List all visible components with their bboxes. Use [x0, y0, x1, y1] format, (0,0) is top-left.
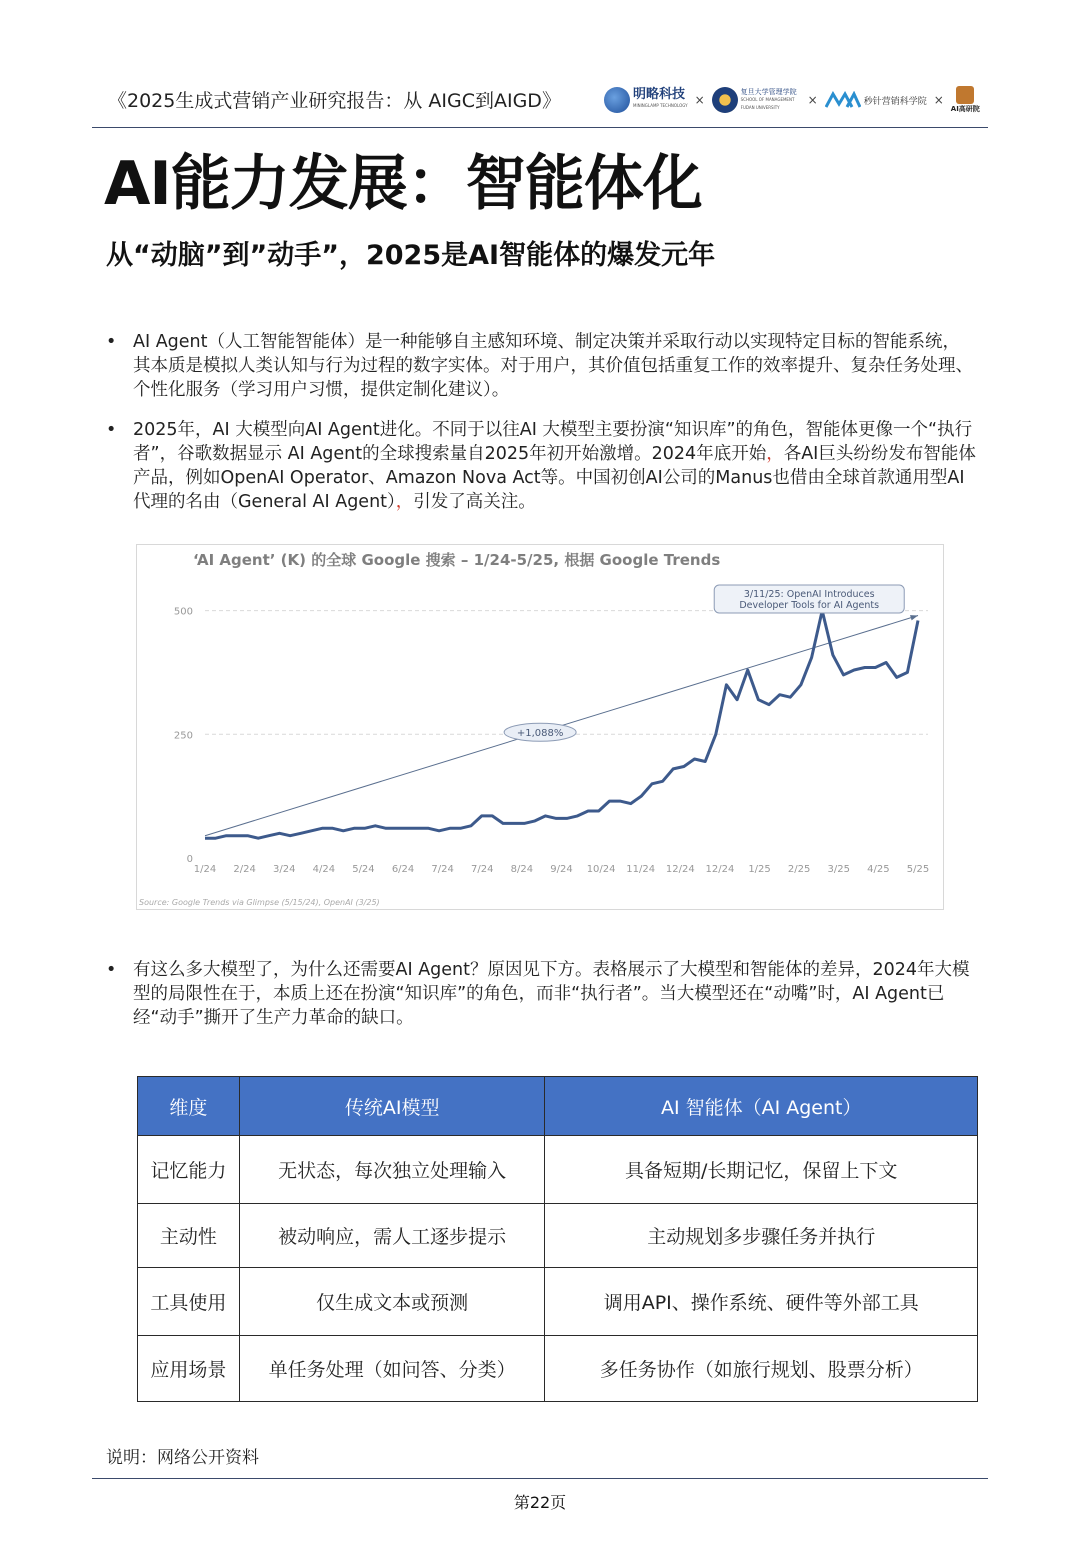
x-tick-label: 5/24 [352, 864, 375, 875]
report-title: 《2025生成式营销产业研究报告：从 AIGC到AIGD》 [108, 90, 561, 112]
x-tick-label: 1/24 [193, 864, 217, 875]
table-cell: 工具使用 [138, 1268, 240, 1336]
table-cell: 主动规划多步骤任务并执行 [545, 1204, 978, 1268]
logo-fudan-sub: SCHOOL OF MANAGEMENT FUDAN UNIVERSITY [740, 97, 795, 110]
x-tick-label: 4/25 [867, 864, 890, 875]
x-tick-label: 3/24 [272, 864, 296, 875]
x-tick-label: 1/25 [748, 864, 771, 875]
logo-ai-institute [951, 86, 980, 114]
table-row [138, 1136, 978, 1204]
table-header-cell: AI 智能体（AI Agent） [545, 1077, 978, 1136]
table-row [138, 1268, 978, 1336]
x-tick-label: 12/24 [665, 864, 695, 875]
table-cell: 具备短期/长期记忆，保留上下文 [545, 1136, 978, 1204]
bullet-text: AI Agent（人工智能智能体）是一种能够自主感知环境、制定决策并采取行动以实现特定目标的智能系统，其本质是模拟人类认知与行为过程的数字实体。对于用户，其价值包括重复工作的效率提升、复杂任务处理、个性化服务（学习用户习惯，提供定制化建议）。 [133, 332, 973, 400]
chart-title: ‘AI Agent’ (K) 的全球 Google 搜索 – 1/24-5/25, 根据 Google Trends [193, 551, 721, 569]
table-cell: 调用API、操作系统、硬件等外部工具 [545, 1268, 978, 1336]
search-volume-line [205, 611, 918, 839]
x-tick-label: 2/24 [233, 864, 256, 875]
table-header-row [138, 1077, 978, 1136]
fudan-seal-icon [712, 87, 738, 113]
google-trends-chart [136, 544, 944, 910]
table-cell: 记忆能力 [138, 1136, 240, 1204]
bullet-text-part: 各AI巨头纷纷发布智能体产品，例如OpenAI Operator、Amazon Nova Act等。中国初创AI公司的Manus也借由全球首款通用型AI代理的名由（General AI Agent） [133, 444, 976, 512]
logo-ai-institute-name: AI高研院 [950, 105, 980, 113]
annotation-line-2: Developer Tools for AI Agents [739, 600, 880, 611]
x-tick-label: 9/24 [550, 864, 573, 875]
bullet-dot: • [106, 960, 117, 980]
table-header-cell: 传统AI模型 [239, 1077, 545, 1136]
logo-separator: × [807, 93, 818, 107]
logo-miaozhen-name: 秒针营销科学院 [863, 96, 927, 107]
table-cell: 多任务协作（如旅行规划、股票分析） [545, 1336, 978, 1402]
logo-separator: × [933, 93, 944, 107]
logo-miaozhen [825, 91, 927, 109]
x-tick-label: 12/24 [705, 864, 735, 875]
y-tick-label: 250 [173, 730, 193, 742]
logo-fudan [712, 87, 801, 113]
partner-logos [604, 82, 980, 118]
x-tick-label: 4/24 [312, 864, 336, 875]
logo-separator: × [694, 93, 705, 107]
table-cell: 主动性 [138, 1204, 240, 1268]
mininglamp-logo-icon [604, 87, 630, 113]
annotation-line-1: 3/11/25: OpenAI Introduces [743, 589, 875, 600]
x-tick-label: 7/24 [471, 864, 494, 875]
source-note: 说明：网络公开资料 [106, 1448, 259, 1468]
ai-institute-logo-icon [956, 86, 974, 104]
y-tick-label: 500 [173, 606, 193, 618]
table-cell: 应用场景 [138, 1336, 240, 1402]
logo-mininglamp [604, 87, 688, 113]
table-cell: 单任务处理（如问答、分类） [239, 1336, 545, 1402]
trend-label: +1,088% [516, 728, 564, 740]
comparison-table [137, 1076, 978, 1402]
header-divider [92, 127, 988, 128]
x-tick-label: 8/24 [510, 864, 534, 875]
table-cell: 无状态，每次独立处理输入 [239, 1136, 545, 1204]
bullet-item-2 [106, 418, 976, 514]
chart-source: Source: Google Trends via Glimpse (5/15/24), OpenAI (3/25) [139, 898, 380, 907]
bullet-text: 有这么多大模型了，为什么还需要AI Agent？原因见下方。表格展示了大模型和智能体的差异，2024年大模型的局限性在于，本质上还在扮演“知识库”的角色，而非“执行者”。当大模型还在“动嘴”时，AI Agent已经“动手”撕开了生产力革命的缺口。 [133, 960, 970, 1028]
x-tick-label: 3/25 [827, 864, 851, 875]
x-tick-label: 10/24 [586, 864, 616, 875]
red-comma: ， [395, 492, 414, 512]
bullet-item-1 [106, 330, 976, 402]
chart-svg [137, 545, 943, 909]
red-comma: ， [766, 444, 784, 464]
table-cell: 仅生成文本或预测 [239, 1268, 545, 1336]
logo-fudan-name: 复旦大学管理学院 [740, 88, 797, 96]
y-tick-label: 0 [186, 854, 193, 865]
bullet-text-part: 引发了高关注。 [413, 492, 536, 512]
page-number: 第22页 [513, 1493, 567, 1512]
page-subtitle: 从“动脑”到”动手”，2025是AI智能体的爆发元年 [106, 240, 716, 271]
table-cell: 被动响应，需人工逐步提示 [239, 1204, 545, 1268]
bullet-text-part: 2025年，AI 大模型向AI Agent进化。不同于以往AI 大模型主要扮演“知识库”的角色，智能体更像一个“执行者”，谷歌数据显示 AI Agent的全球搜索量自2025年初开始激增。2024年底开始 [133, 420, 973, 464]
table-row [138, 1336, 978, 1402]
bullet-dot: • [106, 420, 117, 440]
x-tick-label: 7/24 [431, 864, 454, 875]
page-title: AI能力发展：智能体化 [104, 149, 702, 219]
bullet-dot: • [106, 332, 117, 352]
trend-arrow-icon [910, 615, 918, 620]
x-tick-label: 2/25 [787, 864, 811, 875]
x-tick-label: 11/24 [626, 864, 656, 875]
logo-mininglamp-name: 明略科技 [633, 87, 686, 102]
bullet-text [133, 418, 976, 514]
x-tick-label: 5/25 [906, 864, 930, 875]
miaozhen-logo-icon [825, 91, 861, 109]
bullet-item-3 [106, 958, 976, 1030]
table-row [138, 1204, 978, 1268]
logo-mininglamp-sub: MININGLAMP TECHNOLOGY [633, 103, 688, 108]
x-tick-label: 6/24 [391, 864, 415, 875]
table-header-cell: 维度 [138, 1077, 240, 1136]
footer-divider [92, 1478, 988, 1479]
